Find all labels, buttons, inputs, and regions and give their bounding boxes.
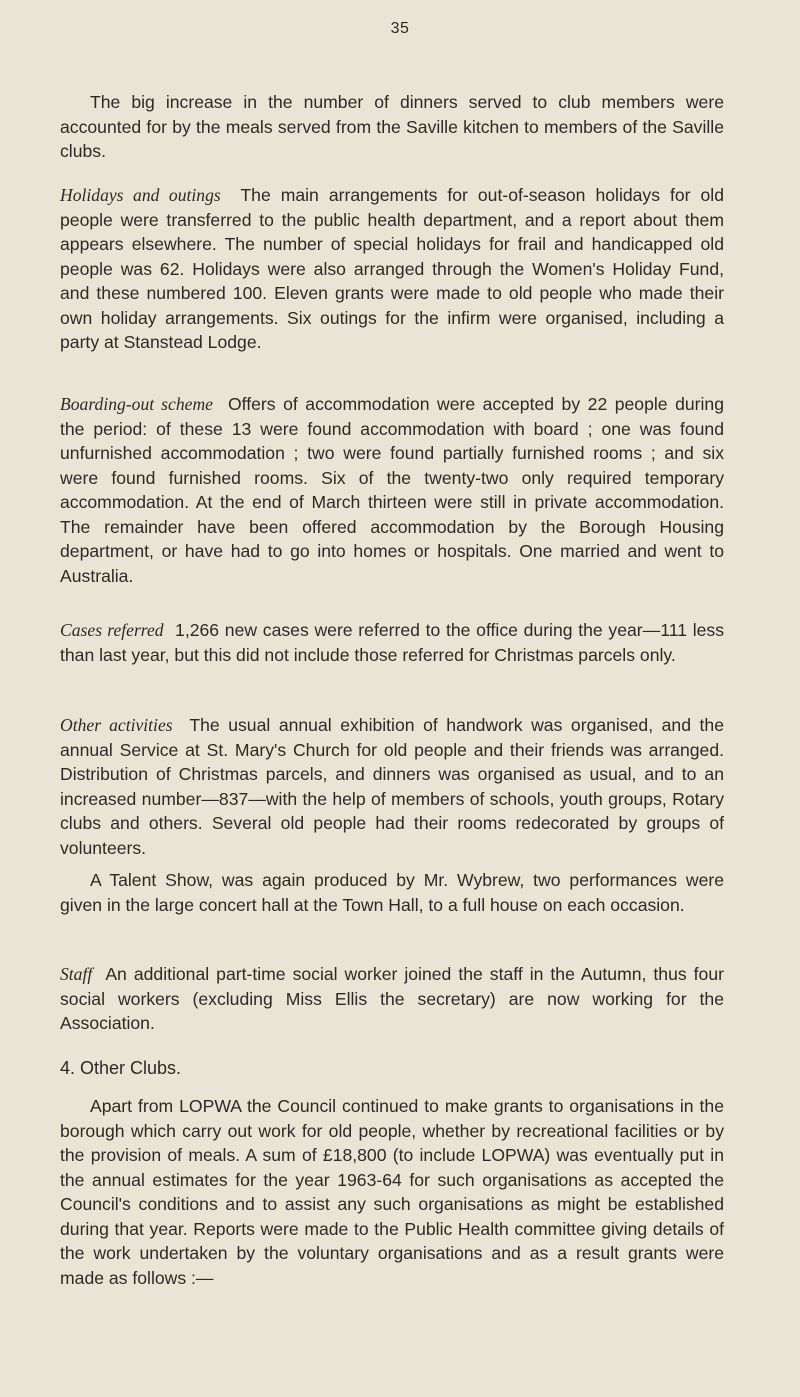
section-heading: 4. Other Clubs. xyxy=(60,1058,182,1078)
holidays-heading: Holidays and outings xyxy=(60,185,221,205)
holidays-text: The main arrangements for out-of-season holidays for old people were transferred to the public health department, and a report about them appears elsewhere. The number of special holidays for frail and handicapped old people was 62. Holidays were also arranged through the Women's Holiday Fund, and these numbered 100. Eleven grants were made to old people who made their own holiday arrangements. Six outings for the infirm were organised, including a party at Stanstead Lodge. xyxy=(60,185,724,352)
other-clubs-text: Apart from LOPWA the Council continued to make grants to organisations in the borough which carry out work for old people, whether by recreational facilities or by the provision of meals. A sum of £18,800 (to include LOPWA) was eventually put in the annual estimates for the year 1963-64 for such organisations as accepted the Council's conditions and to assist any such organisations as might be established during that year. Reports were made to the Public Health committee giving details of the work undertaken by the voluntary organisations and as a result grants were made as follows :— xyxy=(60,1096,724,1288)
boarding-text: Offers of accommodation were accepted by 22 people during the period: of these 13 were found accommodation with board ; one was found unfurnished accommodation ; two were found partially furnished rooms ; and six were found furnished rooms. Six of the twenty-two only required temporary accommodation. At the end of March thirteen were still in private accommodation. The remainder have been offered accommodation by the Borough Housing department, or have had to go into homes or hospitals. One married and went to Australia. xyxy=(60,394,724,586)
cases-paragraph xyxy=(60,618,724,667)
staff-heading: Staff xyxy=(60,964,93,984)
other-clubs-paragraph xyxy=(60,1094,724,1290)
boarding-heading: Boarding-out scheme xyxy=(60,394,213,414)
talent-show-text: A Talent Show, was again produced by Mr. Wybrew, two performances were given in the large concert hall at the Town Hall, to a full house on each occasion. xyxy=(60,870,724,915)
page-number: 35 xyxy=(390,20,410,37)
other-activities-paragraph xyxy=(60,713,724,860)
staff-paragraph xyxy=(60,962,724,1036)
talent-show-paragraph xyxy=(60,868,724,917)
cases-heading: Cases referred xyxy=(60,620,164,640)
intro-text: The big increase in the number of dinners served to club members were accounted for by the meals served from the Saville kitchen to members of the Saville clubs. xyxy=(60,92,724,161)
cases-text: 1,266 new cases were referred to the office during the year—111 less than last year, but this did not include those referred for Christmas parcels only. xyxy=(60,620,724,665)
boarding-paragraph xyxy=(60,392,724,588)
other-activities-text: The usual annual exhibition of handwork was organised, and the annual Service at St. Mary's Church for old people and their friends was arranged. Distribution of Christmas parcels, and dinners was organised as usual, and to an increased number—837—with the help of members of schools, youth groups, Rotary clubs and others. Several old people had their rooms redecorated by groups of volunteers. xyxy=(60,715,724,858)
staff-text: An additional part-time social worker joined the staff in the Autumn, thus four social workers (excluding Miss Ellis the secretary) are now working for the Association. xyxy=(60,964,724,1033)
intro-paragraph xyxy=(60,90,724,164)
holidays-paragraph xyxy=(60,183,724,355)
other-activities-heading: Other activities xyxy=(60,715,173,735)
